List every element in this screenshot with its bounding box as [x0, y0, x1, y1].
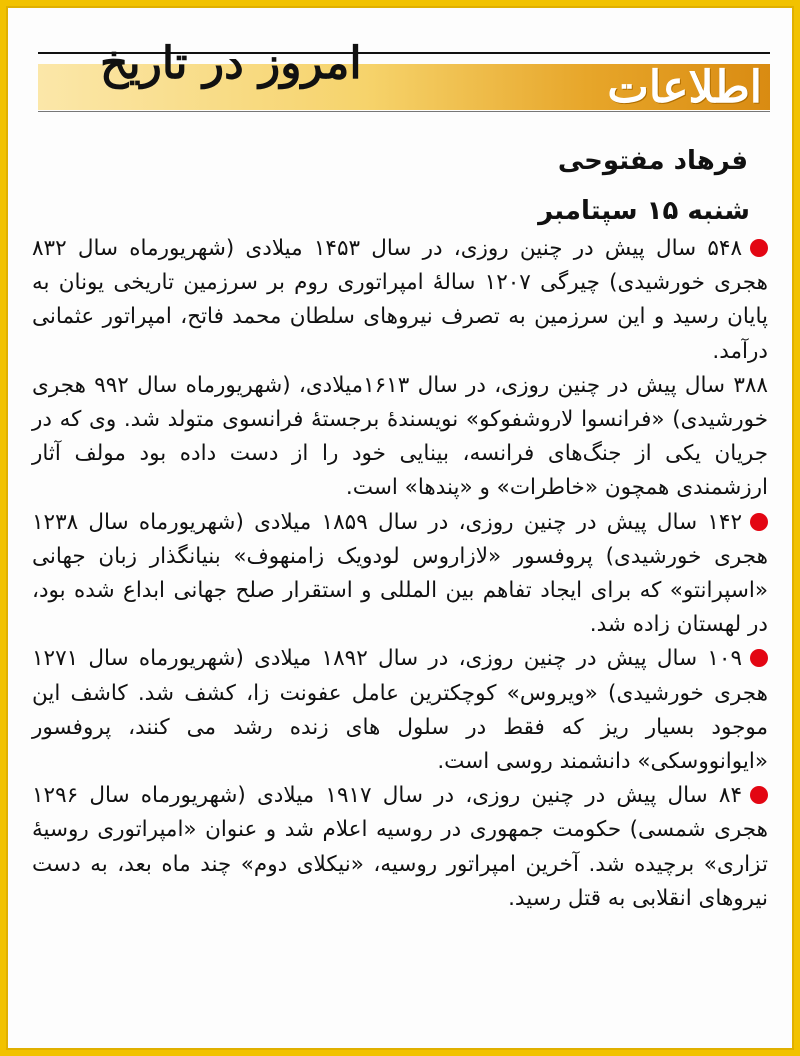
newspaper-logo: اطلاعات: [607, 62, 762, 113]
red-bullet-icon: [750, 649, 768, 667]
entry-text: ۸۴ سال پیش در چنین روزی، در سال ۱۹۱۷ میلادی (شهریورماه سال ۱۲۹۶ هجری شمسی) حکومت جمهوری در روسیه اعلام شد و عنوان «امپراتوری روسیهٔ تزاری» برچیده شد. آخرین امپراتور روسیه، «نیکلای دوم» چند ماه بعد، به دست نیروهای انقلابی به قتل رسید.: [32, 783, 768, 911]
entry-5: [32, 779, 768, 916]
red-bullet-icon: [750, 239, 768, 257]
entry-1: [32, 232, 768, 369]
entry-text: ۵۴۸ سال پیش در چنین روزی، در سال ۱۴۵۳ میلادی (شهریورماه سال ۸۳۲ هجری خورشیدی) چیرگی ۱۲۰۷ سالهٔ امپراتوری روم بر سرزمین تاریخی یونان به پایان رسید و این سرزمین به تصرف نیروهای سلطان محمد فاتح، امپراتور عثمانی درآمد.: [32, 236, 768, 364]
red-bullet-icon: [750, 786, 768, 804]
column-header: [30, 28, 770, 118]
entry-4: [32, 642, 768, 779]
entry-text: ۳۸۸ سال پیش در چنین روزی، در سال ۱۶۱۳میلادی، (شهریورماه سال ۹۹۲ هجری خورشیدی) «فرانسوا لاروشفوکو» نویسندهٔ برجستهٔ فرانسوی متولد شد. وی که در جریان یکی از جنگ‌های فرانسه، بینایی خود را از دست داده بود مولف آثار ارزشمندی همچون «خاطرات» و «پندها» است.: [32, 372, 768, 501]
entry-3: [32, 506, 768, 643]
entry-text: ۱۰۹ سال پیش در چنین روزی، در سال ۱۸۹۲ میلادی (شهریورماه سال ۱۲۷۱ هجری خورشیدی) «ویروس» کوچکترین عامل عفونت زا، کشف شد. کاشف این موجود بسیار ریز که فقط در سلول های زنده رشد می کنند، پروفسور «ایوانووسکی» دانشمند روسی است.: [32, 646, 768, 775]
column-title: امروز در تاریخ: [100, 38, 362, 89]
date-heading: شنبه ۱۵ سپتامبر: [538, 196, 750, 226]
author-name: فرهاد مفتوحی: [557, 146, 748, 176]
red-bullet-icon: [750, 513, 768, 531]
entry-text: ۱۴۲ سال پیش در چنین روزی، در سال ۱۸۵۹ میلادی (شهریورماه سال ۱۲۳۸ هجری خورشیدی) پروفسور «لازاروس لودویک زامنهوف» بنیانگذار زبان جهانی «اسپرانتو» که برای ایجاد تفاهم بین المللی و استقرار صلح جهانی ابداع شده بود، در لهستان زاده شد.: [32, 509, 768, 638]
entry-2: [32, 369, 768, 506]
article-body: [32, 232, 768, 1032]
